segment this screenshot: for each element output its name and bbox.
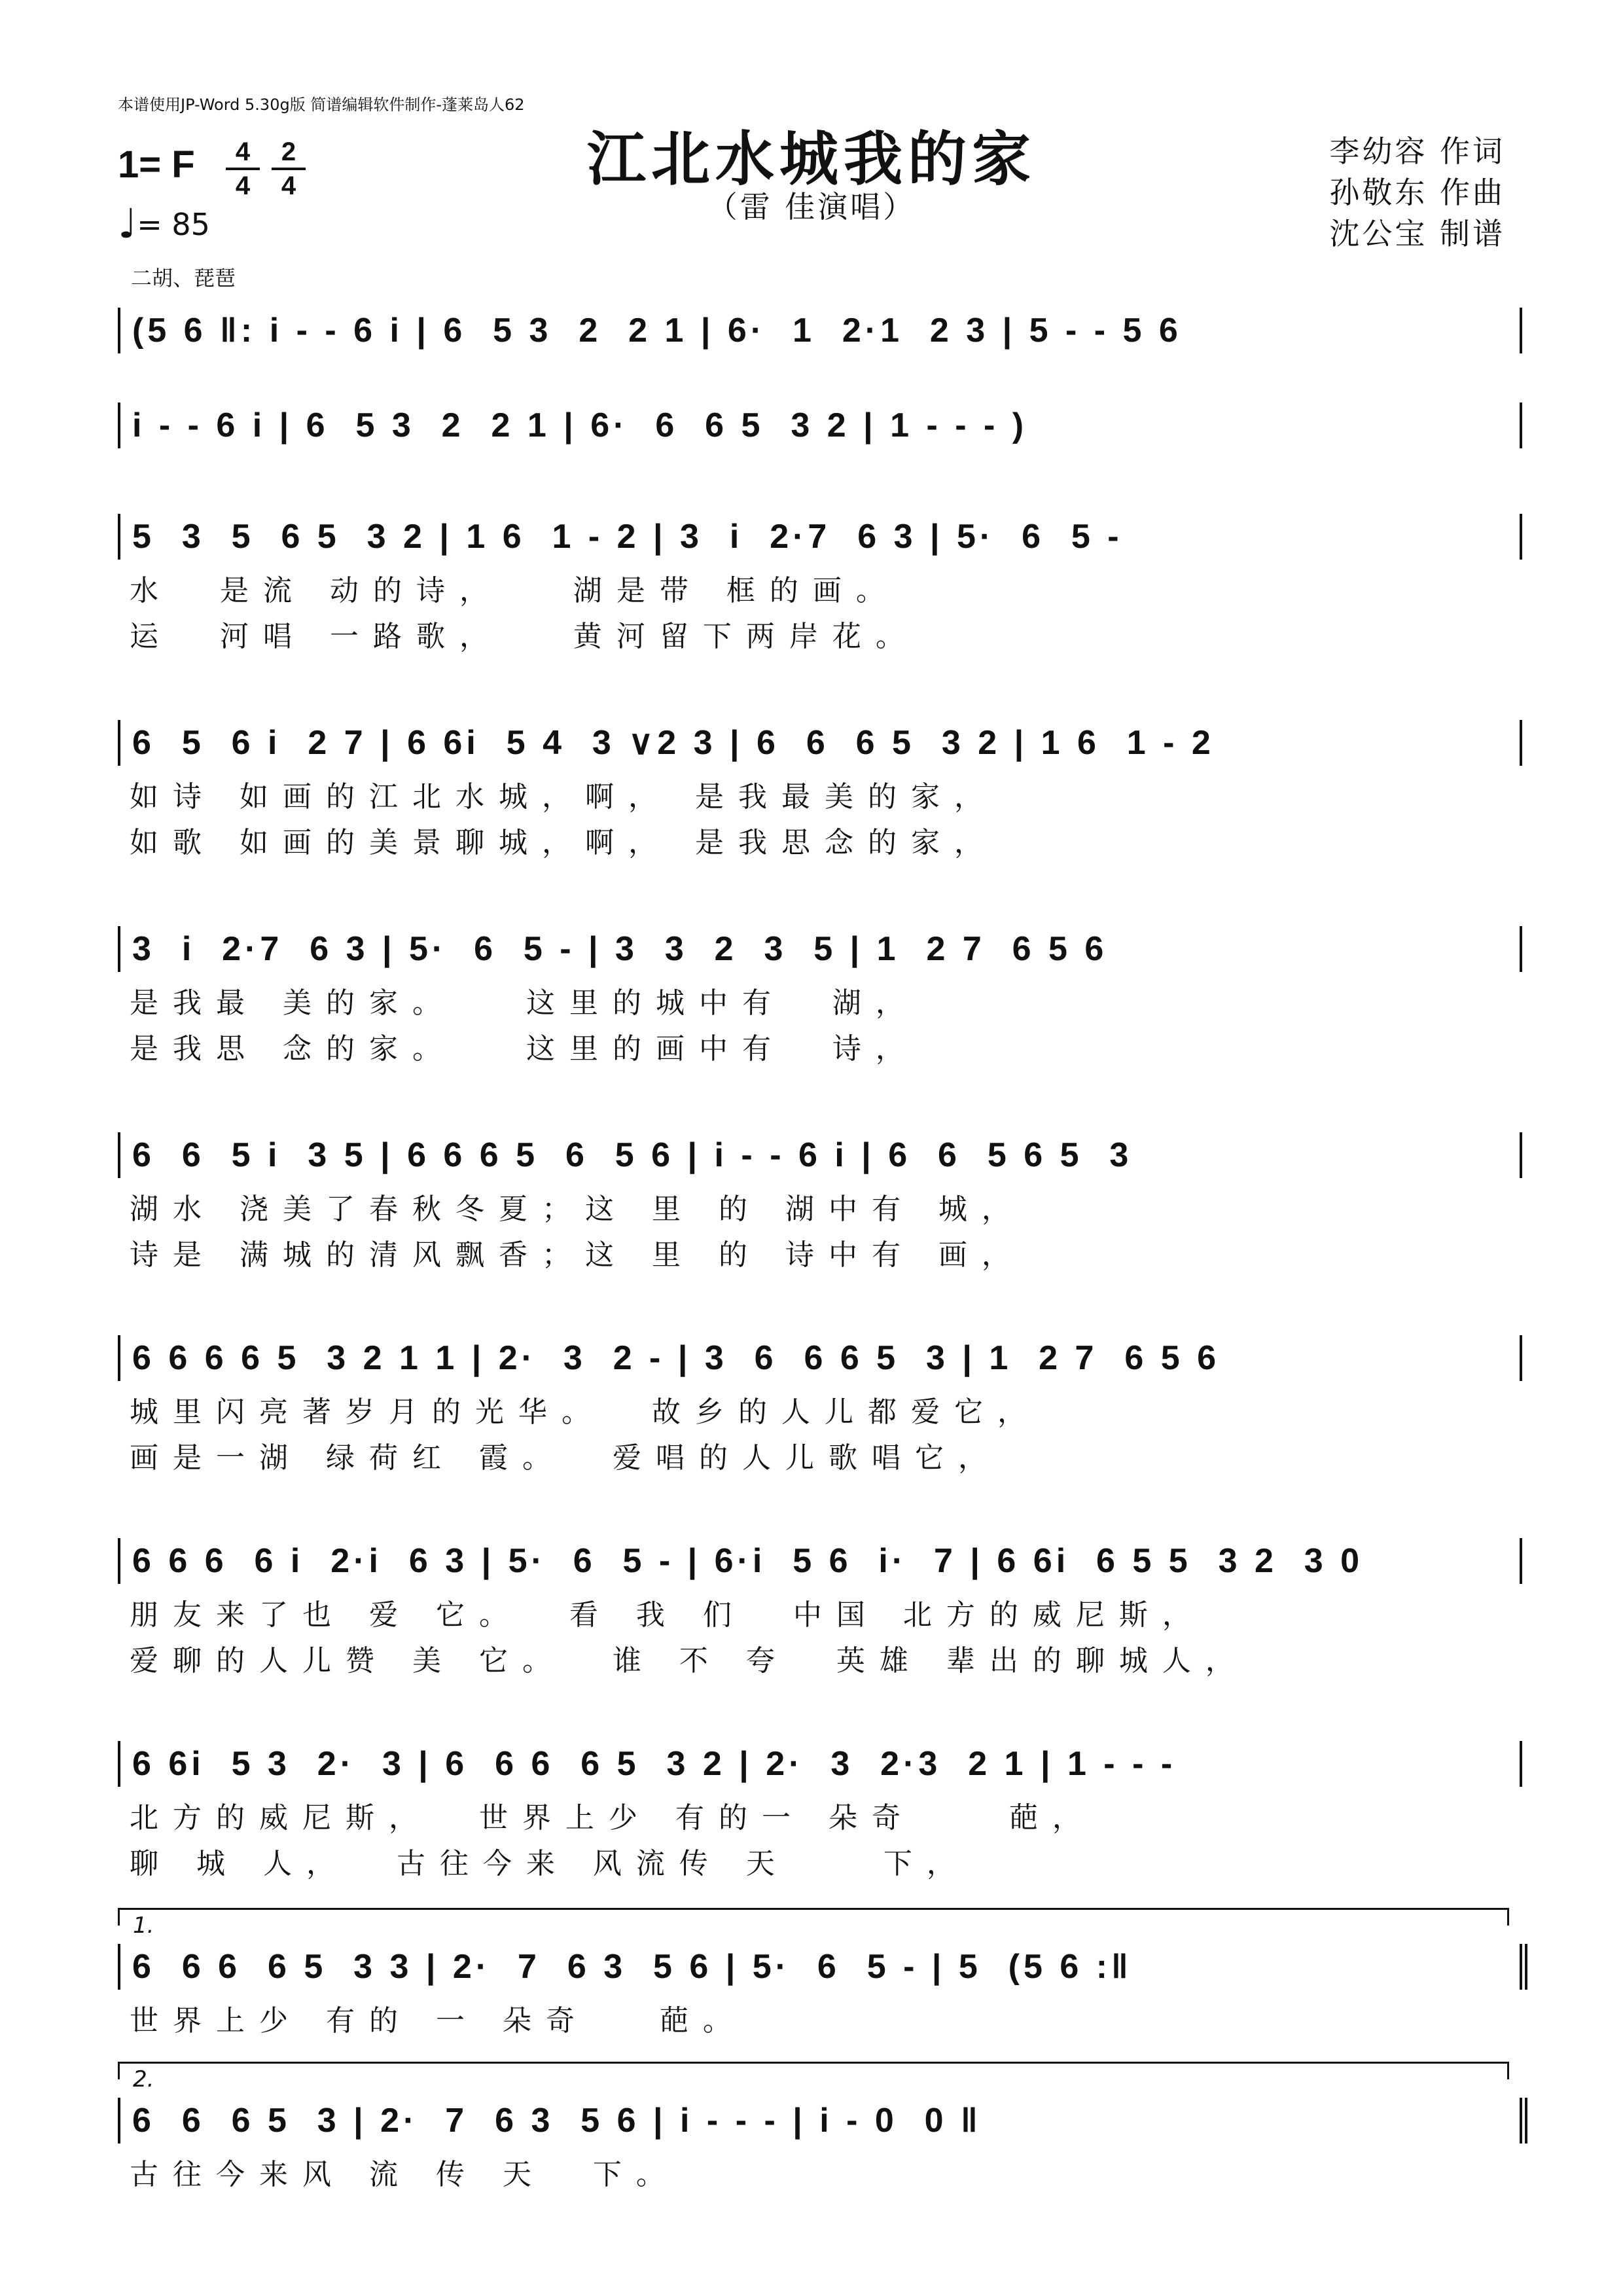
- score-row-notes: 6 6 6 6 i 2·i 6 3 | 5· 6 5 - | 6·i 5 6 i· 7 | 6 6i 6 5 5 3 2 3 0: [118, 1538, 1522, 1584]
- score-row-notes: i - - 6 i | 6 5 3 2 2 1 | 6· 6 6 5 3 2 | 1 - - - ): [118, 403, 1522, 448]
- lyric-line-2: 画是一湖 绿荷红 霞。 爱唱的人儿歌唱它，: [130, 1441, 1001, 1475]
- tempo-value: = 85: [137, 207, 210, 242]
- score-row-notes: 6 5 6 i 2 7 | 6 6i 5 4 3 ∨2 3 | 6 6 6 5 3 2 | 1 6 1 - 2: [118, 720, 1522, 766]
- volta-label: 2.: [133, 2066, 154, 2092]
- score-row-notes: 6 6 6 6 5 3 2 1 1 | 2· 3 2 - | 3 6 6 6 5 3 | 1 2 7 6 5 6: [118, 1335, 1522, 1381]
- composer-credit: 孙敬东 作曲: [1329, 175, 1505, 210]
- score-row-notes: 3 i 2·7 6 3 | 5· 6 5 - | 3 3 2 3 5 | 1 2 7 6 5 6: [118, 926, 1522, 972]
- score-row-notes: 6 6i 5 3 2· 3 | 6 6 6 6 5 3 2 | 2· 3 2·3 2 1 | 1 - - -: [118, 1741, 1522, 1787]
- lyric-line-1: 水 是流 动的诗， 湖是带 框的画。: [130, 574, 899, 607]
- lyric-line-2: 是我思 念的家。 这里的画中有 诗，: [130, 1032, 919, 1066]
- lyric-line-1: 朋友来了也 爱 它。 看 我 们 中国 北方的威尼斯，: [130, 1598, 1205, 1632]
- score-row-notes: (5 6 ‖: i - - 6 i | 6 5 3 2 2 1 | 6· 1 2·1 2 3 | 5 - - 5 6: [118, 308, 1522, 353]
- lyric-line-1: 古往今来风 流 传 天 下。: [130, 2158, 679, 2191]
- meter1-top: 4: [226, 139, 260, 170]
- meter1-bottom: 4: [235, 171, 251, 200]
- software-credit: 本谱使用JP-Word 5.30g版 简谱编辑软件制作-蓬莱岛人62: [118, 96, 525, 114]
- lyric-line-2: 运 河唱 一路歌， 黄河留下两岸花。: [130, 620, 919, 653]
- volta-bracket-2: [118, 2062, 1509, 2092]
- lyric-line-2: 诗是 满城的清风飘香；这 里 的 诗中有 画，: [130, 1238, 1025, 1272]
- lyric-line-2: 爱聊的人儿赞 美 它。 谁 不 夸 英雄 辈出的聊城人，: [130, 1644, 1249, 1677]
- song-title: 江北水城我的家: [587, 124, 1036, 194]
- volta-bracket-1: [118, 1908, 1509, 1939]
- meter2-bottom: 4: [281, 171, 296, 200]
- lyric-line-1: 湖水 浇美了春秋冬夏；这 里 的 湖中有 城，: [130, 1193, 1025, 1226]
- lyric-line-1: 如诗 如画的江北水城，啊， 是我最美的家，: [130, 780, 997, 814]
- lyric-line-1: 世界上少 有的 一 朵奇 葩。: [130, 2004, 746, 2037]
- meter2-top: 2: [272, 139, 306, 170]
- score-row-notes: 6 6 6 6 5 3 3 | 2· 7 6 3 5 6 | 5· 6 5 - | 5 (5 6 :‖: [118, 1944, 1527, 1990]
- lyric-line-2: 聊 城 人， 古往今来 风流传 天 下，: [130, 1847, 970, 1880]
- quarter-note-icon: ♩: [118, 200, 137, 247]
- lyric-line-1: 北方的威尼斯， 世界上少 有的一 朵奇 葩，: [130, 1801, 1096, 1835]
- score-row-notes: 5 3 5 6 5 3 2 | 1 6 1 - 2 | 3 i 2·7 6 3 | 5· 6 5 -: [118, 514, 1522, 560]
- lyric-line-1: 城里闪亮著岁月的光华。 故乡的人儿都爱它，: [130, 1395, 1041, 1429]
- lyricist-credit: 李幼容 作词: [1329, 134, 1505, 169]
- lyric-line-2: 如歌 如画的美景聊城，啊， 是我思念的家，: [130, 826, 997, 859]
- score-row-notes: 6 6 6 5 3 | 2· 7 6 3 5 6 | i - - - | i - 0 0 ‖: [118, 2098, 1527, 2144]
- key-signature: 1= F: [118, 143, 195, 186]
- song-subtitle: （雷 佳演唱）: [707, 189, 916, 224]
- instrument-label: 二胡、琵琶: [131, 266, 236, 291]
- volta-label: 1.: [133, 1912, 154, 1939]
- score-row-notes: 6 6 5 i 3 5 | 6 6 6 5 6 5 6 | i - - 6 i | 6 6 5 6 5 3: [118, 1132, 1522, 1178]
- arranger-credit: 沈公宝 制谱: [1329, 216, 1505, 251]
- lyric-line-1: 是我最 美的家。 这里的城中有 湖，: [130, 986, 919, 1020]
